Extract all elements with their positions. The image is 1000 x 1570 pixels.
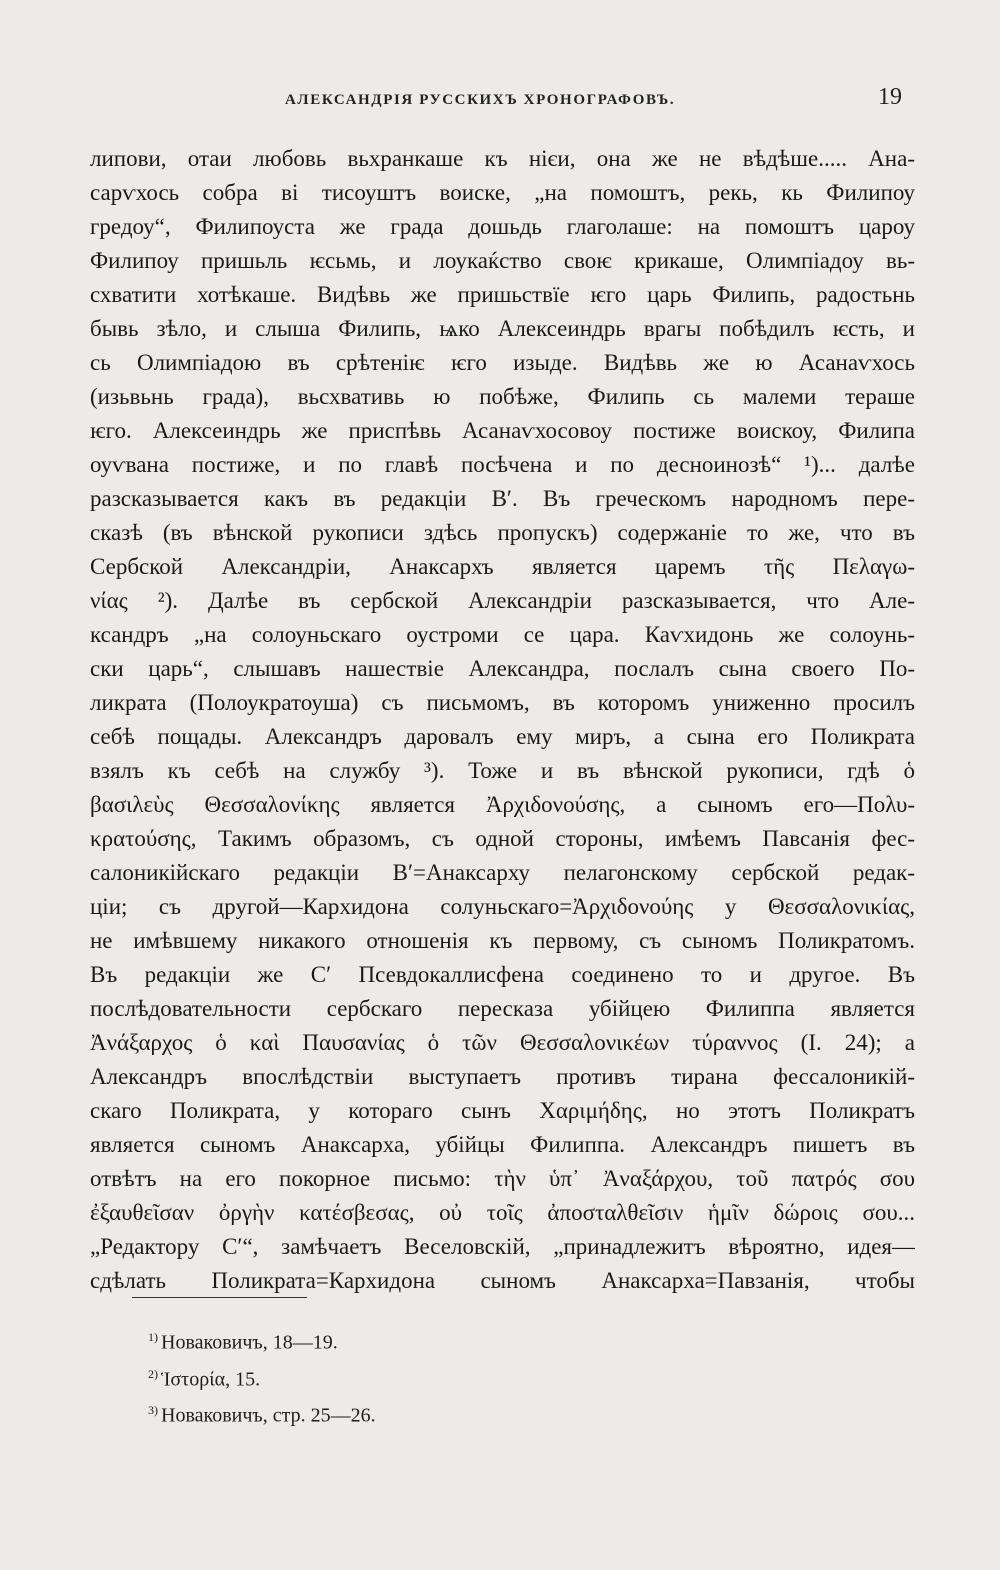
text-line: бывь зѣло, и слыша Филипь, ѩко Алексеиндрь врагы побѣдилъ ѥсть, и: [90, 316, 915, 341]
text-line: Въ редакціи же С′ Псевдокаллисфена соединено то и другое. Въ: [90, 962, 915, 987]
text-line: ѥго. Алексеиндрь же приспѣвь Асанаѵхосовоу постиже воискоу, Филипа: [90, 418, 915, 443]
text-line: ἐξαυθεῖσαν ὀργὴν κατέσβεσας, οὐ τοῖς ἀποσταλθεῖσιν ἡμῖν δώροις σου...: [90, 1200, 915, 1225]
running-title: АЛЕКСАНДРІЯ РУССКИХЪ ХРОНОГРАФОВЪ.: [285, 92, 676, 108]
footnote-text: Новаковичъ, 18—19.: [161, 1331, 338, 1354]
footnote: [148, 1359, 376, 1396]
text-line: (изьвьнь града), вьсхвативь ю побѣже, Филипь сь малеми тераше: [90, 384, 915, 409]
text-line: гредоу“, Филипоуста же града дошьдь глаголаше: на помоштъ цароу: [90, 214, 915, 239]
text-line: βασιλεὺς Θεσσαλονίκης является Ἀρχιδονούσης, а сыномъ его—Πολυ-: [90, 792, 915, 817]
footnotes: [148, 1322, 376, 1432]
text-line: сарѵхось собра ві тисоуштъ воиске, „на помоштъ, рекь, кь Филипоу: [90, 180, 915, 205]
footnote-mark: 3): [148, 1403, 158, 1418]
text-line: схватити хотѣкаше. Видѣвь же пришьствїе ѥго царь Филипь, радостьнь: [90, 282, 915, 307]
footnote-mark: 1): [148, 1330, 158, 1344]
text-line: Ἀνάξαρχος ὁ καὶ Παυσανίας ὁ τῶν Θεσσαλονικέων τύραννος (I. 24); а: [90, 1030, 915, 1055]
text-line: Сербской Александріи, Анаксархъ является царемъ τῆς Πελαγω-: [90, 554, 915, 579]
text-line: себѣ пощады. Александръ даровалъ ему миръ, а сына его Поликрата: [90, 724, 915, 749]
text-line: Александръ впослѣдствіи выступаетъ противъ тирана фессалоникій-: [90, 1064, 915, 1089]
text-line: сь Олимпіадою въ срѣтеніѥ ѥго изыде. Видѣвь же ю Асанаѵхось: [90, 350, 915, 375]
text-line: липови, отаи любовь вьхранкаше къ нієи, она же не вѣдѣше..... Ана-: [90, 146, 915, 171]
text-line: скаго Поликрата, у котораго сынъ Χαριμήδης, но этотъ Поликратъ: [90, 1098, 915, 1123]
footnote-mark: 2): [148, 1366, 158, 1381]
text-line: сдѣлать Поликрата=Кархидона сыномъ Анаксарха=Павзанія, чтобы: [90, 1268, 915, 1293]
text-line: νίας ²). Далѣе въ сербской Александріи разсказывается, что Але-: [90, 588, 915, 613]
text-line: не имѣвшему никакого отношенія къ первому, съ сыномъ Поликратомъ.: [90, 928, 915, 953]
page-number: 19: [878, 84, 902, 110]
text-line: Филипоу пришьль ѥсьмь, и лоукаќство своѥ крикаше, Олимпіадоу вь-: [90, 248, 915, 273]
text-line: ціи; съ другой—Кархидона солуньскаго=Ἀρχιδονούης у Θεσσαλονικίας,: [90, 894, 915, 919]
text-line: взялъ къ себѣ на службу ³). Тоже и въ вѣнской рукописи, гдѣ ὁ: [90, 758, 915, 783]
footnote-text: Новаковичъ, стр. 25—26.: [161, 1404, 376, 1427]
text-line: ксандръ „на солоуньскаго оустроми се цара. Каѵхидонь же солоунь-: [90, 622, 915, 647]
text-line: ски царь“, слышавъ нашествіе Александра, послалъ сына своего По-: [90, 656, 915, 681]
text-line: оуѵвана постиже, и по главѣ посѣчена и по десноинозѣ“ ¹)... далѣе: [90, 452, 915, 477]
footnote-text: Ἱστορία, 15.: [161, 1368, 261, 1391]
text-line: отвѣтъ на его покорное письмо: τὴν ὑπ᾽ Ἀναξάρχου, τοῦ πατρός σου: [90, 1166, 915, 1191]
text-line: „Редактору С′“, замѣчаетъ Веселовскій, „принадлежитъ вѣроятно, идея—: [90, 1234, 915, 1259]
text-line: салоникійскаго редакціи В′=Анаксарху пелагонскому сербской редак-: [90, 860, 915, 885]
text-line: разсказывается какъ въ редакціи В′. Въ греческомъ народномъ пере-: [90, 486, 915, 511]
footnote-rule: [132, 1297, 307, 1298]
text-line: сказѣ (въ вѣнской рукописи здѣсь пропускъ) содержаніе то же, что въ: [90, 520, 915, 545]
footnote: [148, 1322, 376, 1359]
footnote: [148, 1395, 376, 1432]
text-line: κρατούσης, Такимъ образомъ, съ одной стороны, имѣемъ Павсанія фес-: [90, 826, 915, 851]
body-text: [90, 142, 915, 1298]
text-line: послѣдовательности сербскаго пересказа убійцею Филиппа является: [90, 996, 915, 1021]
text-line: является сыномъ Анаксарха, убійцы Филиппа. Александръ пишетъ въ: [90, 1132, 915, 1157]
text-line: ликрата (Полоукратоуша) съ письмомъ, въ которомъ униженно просилъ: [90, 690, 915, 715]
